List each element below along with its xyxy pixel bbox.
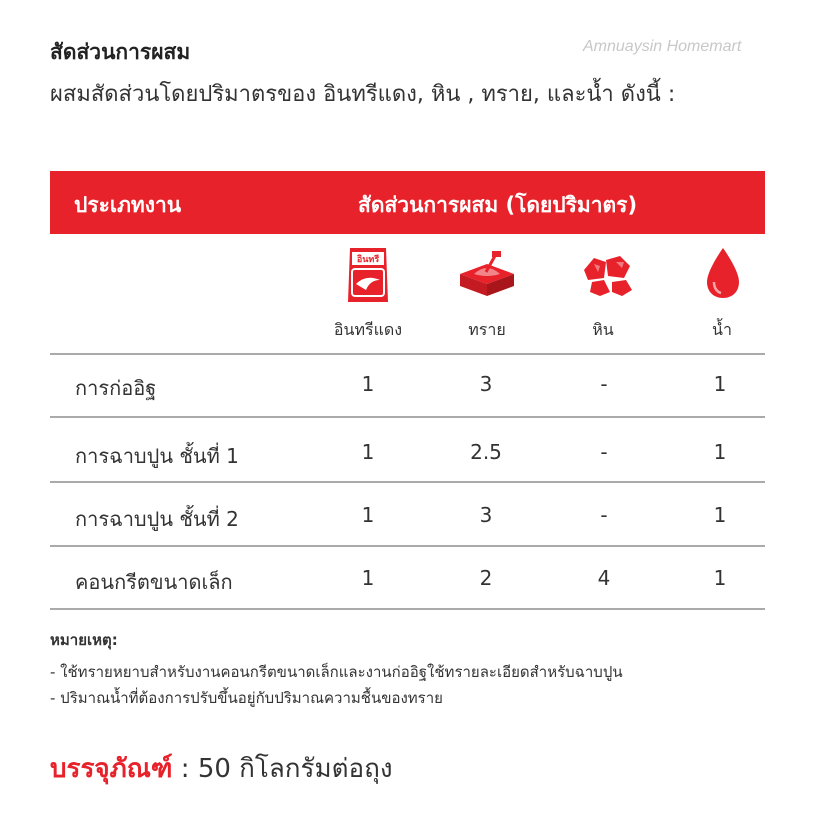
row-value-water: 1 [713,440,727,464]
rocks-icon [580,252,636,298]
packaging [50,748,393,789]
row-value-sand: 3 [479,372,493,396]
row-value-stone: - [600,372,608,396]
column-label-water: น้ำ [712,320,732,339]
divider [50,545,765,547]
row-value-stone: 4 [597,566,611,590]
row-value-sand: 2.5 [470,440,502,464]
notes-title: หมายเหตุ: [50,631,118,649]
note-item: - ใช้ทรายหยาบสำหรับงานคอนกรีตขนาดเล็กและงานก่ออิฐใช้ทรายละเอียดสำหรับฉาบปูน [50,663,623,681]
table-header [50,171,765,234]
packaging-value: 50 กิโลกรัมต่อถุง [197,754,393,784]
cement-bag-text: อินทรี [356,255,380,265]
header-work-type: ประเภทงาน [74,193,182,217]
row-value-sand: 2 [479,566,493,590]
divider [50,608,765,610]
cement-bag-icon [346,246,390,304]
row-value-sand: 3 [479,503,493,527]
row-label: คอนกรีตขนาดเล็ก [75,570,233,594]
row-value-cement: 1 [361,440,375,464]
row-value-water: 1 [713,566,727,590]
packaging-label: บรรจุภัณฑ์ [50,754,173,784]
row-label: การฉาบปูน ชั้นที่ 2 [75,507,239,531]
note-item: - ปริมาณน้ำที่ต้องการปรับขึ้นอยู่กับปริมาณความชื้นของทราย [50,689,443,707]
header-mix-ratio: สัดส่วนการผสม (โดยปริมาตร) [358,193,638,217]
divider [50,416,765,418]
row-value-water: 1 [713,372,727,396]
divider [50,353,765,355]
water-drop-icon [705,246,741,300]
row-value-stone: - [600,440,608,464]
watermark: Amnuaysin Homemart [583,38,742,55]
column-label-sand: ทราย [468,320,506,339]
column-label-cement: อินทรีแดง [333,320,403,339]
sand-box-icon [456,250,518,300]
row-value-water: 1 [713,503,727,527]
row-value-cement: 1 [361,372,375,396]
description: ผสมสัดส่วนโดยปริมาตรของ อินทรีแดง, หิน , ทราย, และน้ำ ดังนี้ : [50,82,676,107]
row-label: การฉาบปูน ชั้นที่ 1 [75,444,239,468]
divider [50,481,765,483]
row-value-stone: - [600,503,608,527]
column-label-stone: หิน [592,320,614,339]
row-value-cement: 1 [361,503,375,527]
page-title: สัดส่วนการผสม [50,40,191,64]
row-value-cement: 1 [361,566,375,590]
row-label: การก่ออิฐ [75,376,157,400]
packaging-separator: : [172,754,198,784]
